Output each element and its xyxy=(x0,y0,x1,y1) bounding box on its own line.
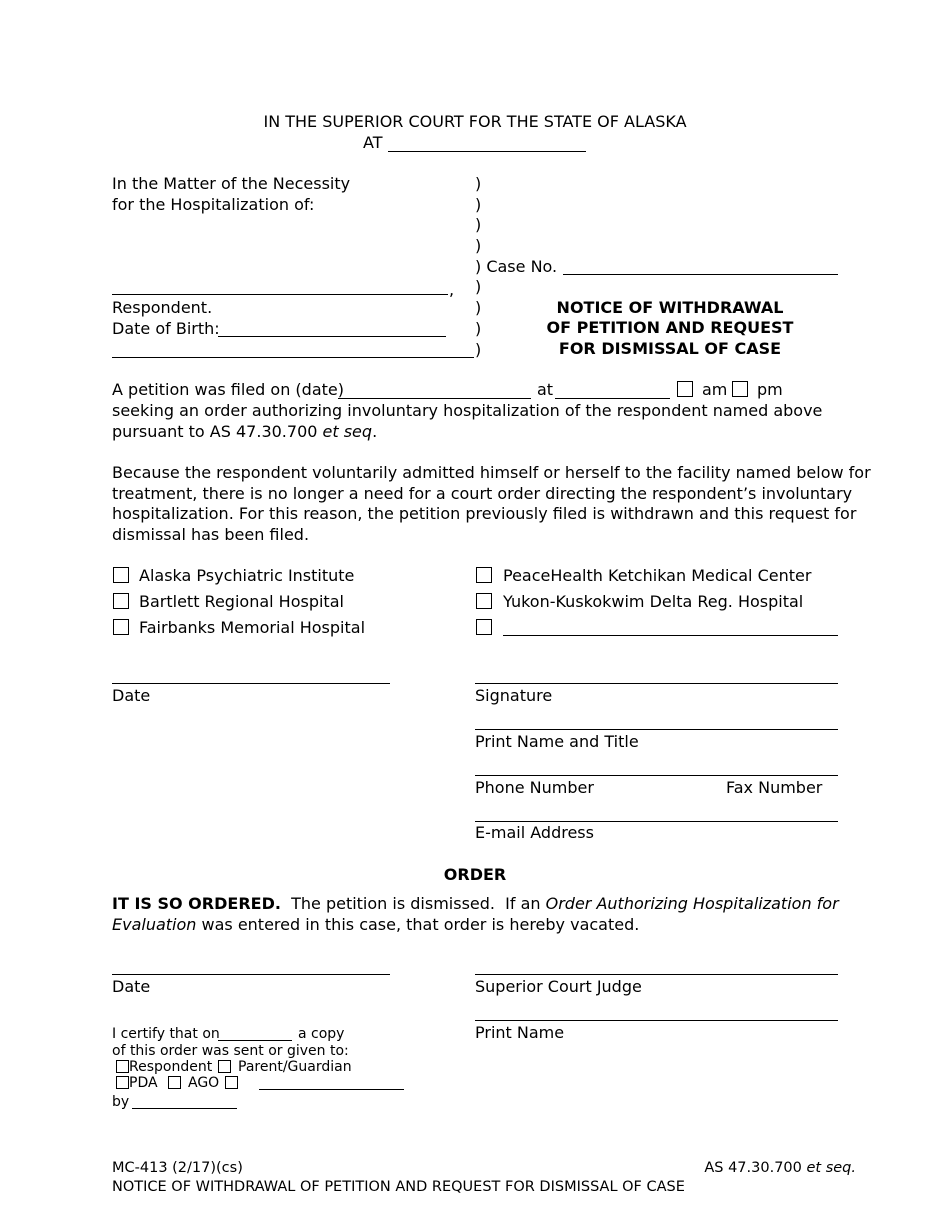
certify-line-2: of this order was sent or given to: xyxy=(112,1043,349,1059)
ago-copy-checkbox[interactable] xyxy=(168,1076,181,1089)
facility-checkbox-other[interactable] xyxy=(476,619,492,635)
caption-paren: ) xyxy=(475,319,482,338)
parent-copy-checkbox[interactable] xyxy=(218,1060,231,1073)
matter-line-2: for the Hospitalization of: xyxy=(112,195,315,214)
facility-checkbox-bartlett[interactable] xyxy=(113,593,129,609)
caption-paren: ) xyxy=(475,340,482,359)
judge-signature-line[interactable] xyxy=(475,974,838,975)
order-line-1: IT IS SO ORDERED. The petition is dismissed. If an Order Authorizing Hospitalization for xyxy=(112,894,839,913)
form-title-footer: NOTICE OF WITHDRAWAL OF PETITION AND REQUEST FOR DISMISSAL OF CASE xyxy=(112,1179,685,1195)
email-label: E-mail Address xyxy=(475,823,594,842)
matter-line-1: In the Matter of the Necessity xyxy=(112,174,351,193)
phone-label: Phone Number xyxy=(475,778,594,797)
dob-field[interactable] xyxy=(218,336,446,337)
court-heading: IN THE SUPERIOR COURT FOR THE STATE OF ALASKA xyxy=(263,112,687,131)
facility-checkbox-peacehealth[interactable] xyxy=(476,567,492,583)
other-copy-field[interactable] xyxy=(259,1089,404,1090)
respondent-comma: , xyxy=(449,280,455,299)
document-title-line-3: FOR DISMISSAL OF CASE xyxy=(558,339,782,358)
facility-label-fairbanks: Fairbanks Memorial Hospital xyxy=(139,618,366,637)
respondent-name-field[interactable] xyxy=(112,294,448,295)
statute-reference: AS 47.30.700 et seq. xyxy=(704,1160,856,1176)
date-signature-line[interactable] xyxy=(112,683,390,684)
petition-filed-label: A petition was filed on (date) xyxy=(112,380,344,399)
caption-paren: ) xyxy=(475,236,482,255)
other-copy-checkbox[interactable] xyxy=(225,1076,238,1089)
signature-line[interactable] xyxy=(475,683,838,684)
fax-label: Fax Number xyxy=(726,778,823,797)
certify-date-field[interactable] xyxy=(218,1040,292,1041)
caption-paren: ) xyxy=(475,195,482,214)
petition-line-3: pursuant to AS 47.30.700 et seq. xyxy=(112,422,378,441)
dob-label: Date of Birth: xyxy=(112,319,220,338)
judge-label: Superior Court Judge xyxy=(475,977,642,996)
court-location-label: AT xyxy=(363,133,383,152)
date-label: Date xyxy=(112,686,151,705)
case-no-field[interactable] xyxy=(563,274,838,275)
because-line-1: Because the respondent voluntarily admitted himself or herself to the facility named below for xyxy=(112,463,871,482)
print-name-label: Print Name xyxy=(475,1023,565,1042)
case-no-label: ) Case No. xyxy=(475,257,558,276)
am-checkbox[interactable] xyxy=(677,381,693,397)
respondent-copy-checkbox[interactable] xyxy=(116,1060,129,1073)
facility-checkbox-api[interactable] xyxy=(113,567,129,583)
caption-paren: ) xyxy=(475,298,482,317)
facility-other-field[interactable] xyxy=(503,635,838,636)
caption-paren: ) xyxy=(475,277,482,296)
because-line-2: treatment, there is no longer a need for a court order directing the respondent’s involuntary xyxy=(112,484,853,503)
certify-line-1-post: a copy xyxy=(298,1026,345,1042)
certify-by-field[interactable] xyxy=(132,1108,237,1109)
print-name-title-label: Print Name and Title xyxy=(475,732,639,751)
caption-paren: ) xyxy=(475,174,482,193)
court-location-field[interactable] xyxy=(388,151,586,152)
pda-copy-checkbox[interactable] xyxy=(116,1076,129,1089)
document-title-line-2: OF PETITION AND REQUEST xyxy=(546,318,794,337)
pm-checkbox[interactable] xyxy=(732,381,748,397)
because-line-4: dismissal has been filed. xyxy=(112,525,310,544)
facility-label-api: Alaska Psychiatric Institute xyxy=(139,566,355,585)
facility-label-peacehealth: PeaceHealth Ketchikan Medical Center xyxy=(503,566,812,585)
parent-copy-label: Parent/Guardian xyxy=(238,1059,352,1075)
because-line-3: hospitalization. For this reason, the petition previously filed is withdrawn and this request for xyxy=(112,504,857,523)
facility-label-bartlett: Bartlett Regional Hospital xyxy=(139,592,344,611)
caption-paren: ) xyxy=(475,215,482,234)
certify-line-1-pre: I certify that on xyxy=(112,1026,220,1042)
petition-date-field[interactable] xyxy=(338,398,531,399)
pda-copy-label: PDA xyxy=(129,1075,158,1091)
facility-label-yukon: Yukon-Kuskokwim Delta Reg. Hospital xyxy=(503,592,804,611)
certify-by-label: by xyxy=(112,1094,130,1110)
print-name-title-line[interactable] xyxy=(475,729,838,730)
order-heading: ORDER xyxy=(443,865,507,884)
am-label: am xyxy=(702,380,728,399)
order-date-label: Date xyxy=(112,977,151,996)
caption-bottom-line xyxy=(112,357,474,358)
petition-time-field[interactable] xyxy=(555,398,670,399)
print-name-line[interactable] xyxy=(475,1020,838,1021)
email-line[interactable] xyxy=(475,821,838,822)
order-line-2: Evaluation was entered in this case, that order is hereby vacated. xyxy=(112,915,640,934)
respondent-copy-label: Respondent xyxy=(129,1059,213,1075)
phone-fax-line[interactable] xyxy=(475,775,838,776)
document-title-line-1: NOTICE OF WITHDRAWAL xyxy=(556,298,784,317)
petition-at-label: at xyxy=(537,380,554,399)
form-id: MC-413 (2/17)(cs) xyxy=(112,1160,243,1176)
petition-line-2: seeking an order authorizing involuntary hospitalization of the respondent named above xyxy=(112,401,823,420)
facility-checkbox-fairbanks[interactable] xyxy=(113,619,129,635)
order-date-line[interactable] xyxy=(112,974,390,975)
pm-label: pm xyxy=(757,380,783,399)
signature-label: Signature xyxy=(475,686,553,705)
facility-checkbox-yukon[interactable] xyxy=(476,593,492,609)
ago-copy-label: AGO xyxy=(188,1075,220,1091)
respondent-label: Respondent. xyxy=(112,298,213,317)
